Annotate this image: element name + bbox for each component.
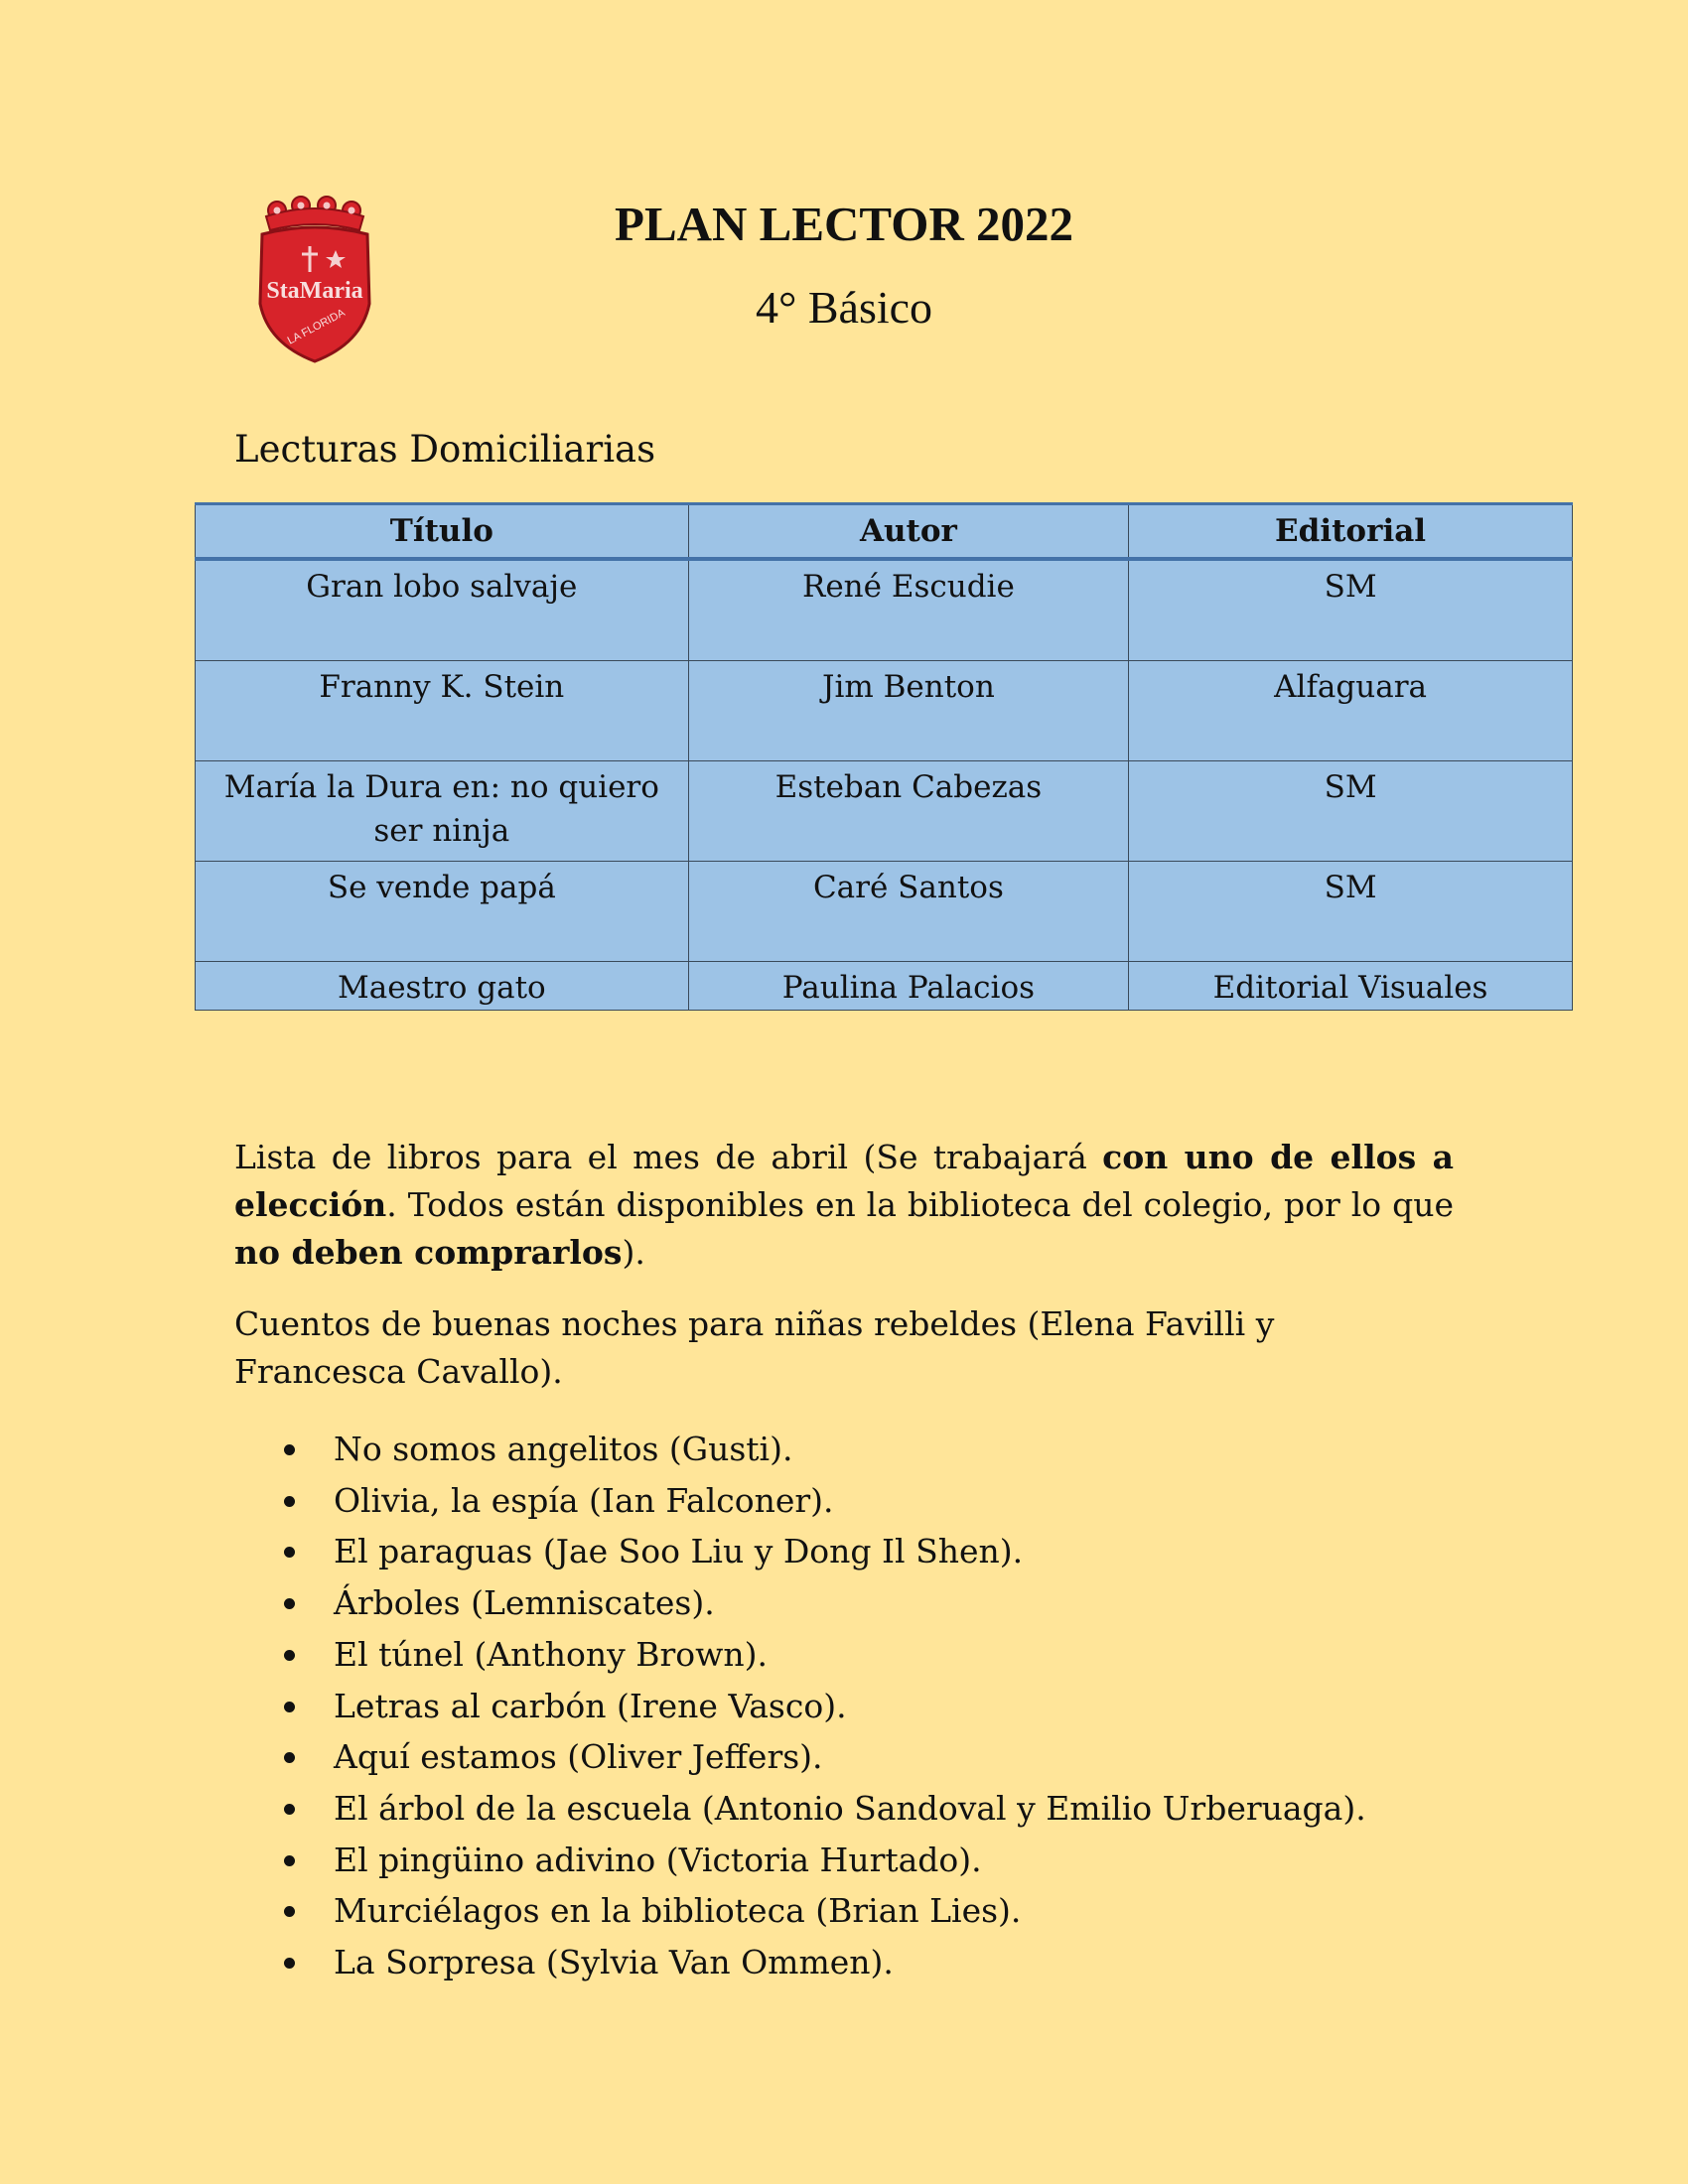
table-row bbox=[196, 962, 1573, 1011]
bullet-icon bbox=[284, 1906, 295, 1917]
list-item bbox=[234, 1526, 1366, 1577]
bullet-icon bbox=[284, 1547, 295, 1558]
intro-paragraph bbox=[234, 1134, 1454, 1277]
cell-title: Gran lobo salvaje bbox=[196, 559, 689, 661]
collection-paragraph: Cuentos de buenas noches para niñas rebeldes (Elena Favilli y Francesca Cavallo). bbox=[234, 1304, 1275, 1391]
cell-publisher: Editorial Visuales bbox=[1129, 962, 1573, 1011]
book-entry: El árbol de la escuela (Antonio Sandoval y Emilio Urberuaga). bbox=[334, 1788, 1366, 1828]
bullet-icon bbox=[284, 1958, 295, 1969]
bullet-icon bbox=[284, 1702, 295, 1712]
list-item bbox=[234, 1629, 1366, 1681]
cell-publisher: SM bbox=[1129, 862, 1573, 962]
list-item bbox=[234, 1885, 1366, 1937]
table-header-row bbox=[196, 504, 1573, 560]
table-row bbox=[196, 661, 1573, 761]
reading-table bbox=[195, 502, 1573, 1011]
page-subtitle: 4° Básico bbox=[755, 282, 933, 333]
bullet-icon bbox=[284, 1496, 295, 1507]
list-item bbox=[234, 1937, 1366, 1988]
book-entry: El túnel (Anthony Brown). bbox=[334, 1634, 768, 1674]
column-header-author: Autor bbox=[688, 504, 1128, 560]
svg-text:LA FLORIDA: LA FLORIDA bbox=[285, 307, 348, 347]
bullet-icon bbox=[284, 1752, 295, 1763]
intro-emphasis: con uno de ellos a elección bbox=[234, 1138, 1454, 1224]
table-row bbox=[196, 559, 1573, 661]
bullet-icon bbox=[284, 1444, 295, 1455]
cell-publisher: SM bbox=[1129, 559, 1573, 661]
cell-author: Paulina Palacios bbox=[688, 962, 1128, 1011]
intro-text: . Todos están disponibles en la biblioteca del colegio, por lo que bbox=[386, 1185, 1454, 1224]
list-item bbox=[234, 1783, 1366, 1835]
column-header-title: Título bbox=[196, 504, 689, 560]
cell-title: Se vende papá bbox=[196, 862, 689, 962]
book-entry: Árboles (Lemniscates). bbox=[334, 1583, 715, 1623]
column-header-publisher: Editorial bbox=[1129, 504, 1573, 560]
intro-emphasis: no deben comprarlos bbox=[234, 1233, 623, 1272]
list-item bbox=[234, 1475, 1366, 1527]
cell-title: Maestro gato bbox=[196, 962, 689, 1011]
book-entry: No somos angelitos (Gusti). bbox=[334, 1430, 793, 1468]
cell-author: René Escudie bbox=[688, 559, 1128, 661]
cell-title: Franny K. Stein bbox=[196, 661, 689, 761]
bullet-icon bbox=[284, 1804, 295, 1815]
cell-author: Caré Santos bbox=[688, 862, 1128, 962]
book-entry: Murciélagos en la biblioteca (Brian Lies). bbox=[334, 1891, 1022, 1931]
bullet-icon bbox=[284, 1855, 295, 1866]
cell-author: Jim Benton bbox=[688, 661, 1128, 761]
cell-title: María la Dura en: no quiero ser ninja bbox=[196, 761, 689, 862]
list-item bbox=[234, 1577, 1366, 1629]
book-entry: Olivia, la espía (Ian Falconer). bbox=[334, 1480, 834, 1520]
book-entry: El pingüino adivino (Victoria Hurtado). bbox=[334, 1840, 982, 1879]
book-list bbox=[234, 1424, 1366, 1988]
intro-text: ). bbox=[622, 1233, 645, 1272]
cell-author: Esteban Cabezas bbox=[688, 761, 1128, 862]
list-item bbox=[234, 1424, 1366, 1475]
book-entry: La Sorpresa (Sylvia Van Ommen). bbox=[334, 1943, 894, 1982]
table-row bbox=[196, 761, 1573, 862]
list-item bbox=[234, 1731, 1366, 1783]
school-crest-logo bbox=[252, 195, 377, 363]
intro-text: Lista de libros para el mes de abril (Se trabajará bbox=[234, 1138, 1103, 1176]
list-item bbox=[234, 1681, 1366, 1732]
cell-publisher: SM bbox=[1129, 761, 1573, 862]
book-entry: Letras al carbón (Irene Vasco). bbox=[334, 1686, 847, 1725]
list-item bbox=[234, 1835, 1366, 1886]
section-heading: Lecturas Domiciliarias bbox=[234, 428, 656, 471]
bullet-icon bbox=[284, 1650, 295, 1661]
bullet-icon bbox=[284, 1598, 295, 1609]
page-title: PLAN LECTOR 2022 bbox=[615, 197, 1073, 251]
cell-publisher: Alfaguara bbox=[1129, 661, 1573, 761]
book-entry: Aquí estamos (Oliver Jeffers). bbox=[334, 1737, 823, 1777]
table-row bbox=[196, 862, 1573, 962]
book-entry: El paraguas (Jae Soo Liu y Dong Il Shen). bbox=[334, 1532, 1024, 1571]
svg-text:StaMaria: StaMaria bbox=[266, 278, 363, 304]
